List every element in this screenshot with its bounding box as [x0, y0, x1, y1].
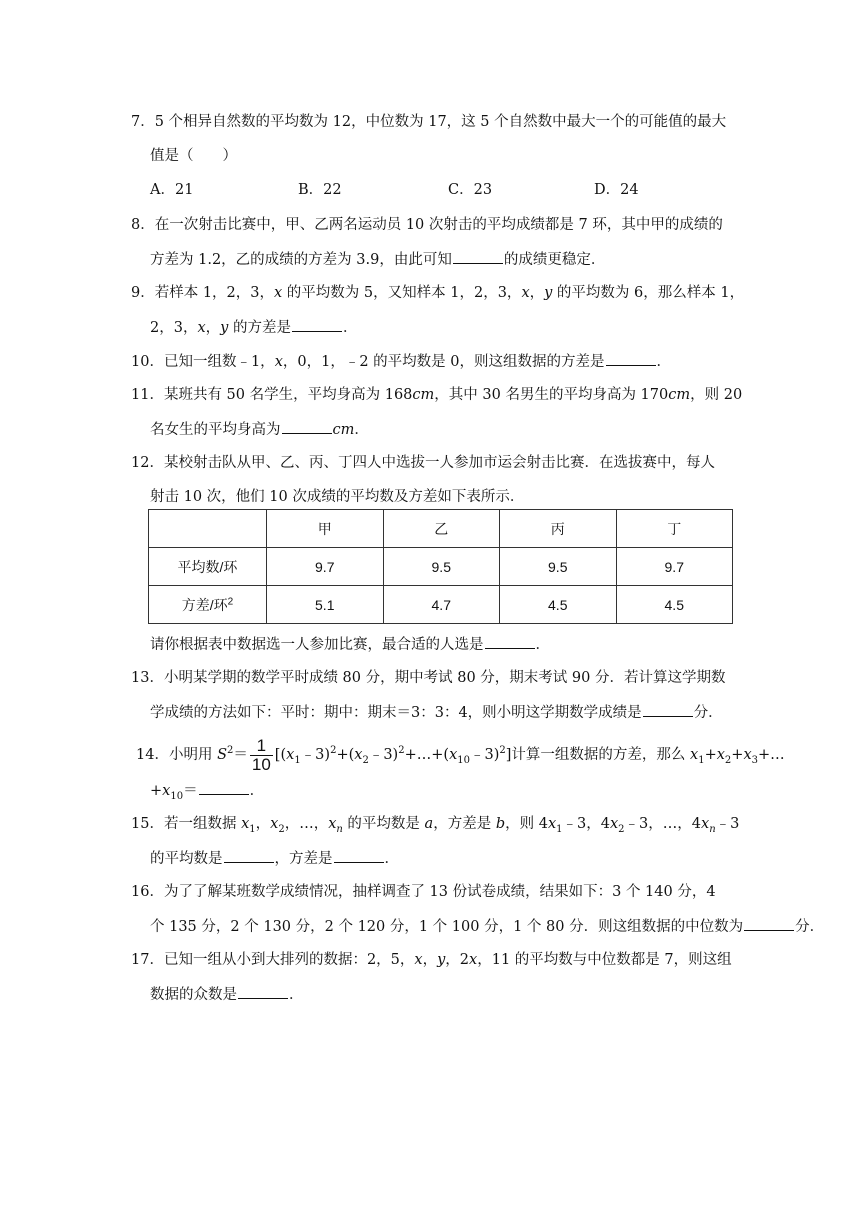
table-cell: 甲 — [267, 510, 384, 548]
answer-blank[interactable] — [643, 702, 693, 717]
q12-line1: 12．某校射击队从甲、乙、丙、丁四人中选拔一人参加市运会射击比赛．在选拔赛中，每人 — [131, 455, 715, 471]
q10-line: 10．已知一组数﹣1，x，0，1，﹣2 的平均数是 0，则这组数据的方差是 ． — [131, 351, 671, 372]
score-table — [148, 509, 733, 624]
q13-line1: 13．小明某学期的数学平时成绩 80 分，期中考试 80 分，期末考试 90 分．若计算这学期数 — [131, 670, 726, 686]
q7-option-b: B．22 — [298, 182, 342, 198]
q12-line2: 射击 10 次，他们 10 次成绩的平均数及方差如下表所示． — [150, 489, 525, 505]
q7-line1: 7．5 个相异自然数的平均数为 12，中位数为 17，这 5 个自然数中最大一个的可能值的最大 — [131, 114, 727, 130]
answer-blank[interactable] — [453, 249, 503, 264]
answer-blank[interactable] — [334, 848, 384, 863]
table-cell: 乙 — [383, 510, 500, 548]
fraction: $\frac{1}{10}$ — [251, 735, 271, 774]
table-row — [149, 586, 733, 624]
q9-line1: 9．若样本 1，2，3，x 的平均数为 5，又知样本 1，2，3，x，y 的平均数为 6，那么样本 1， — [131, 285, 745, 301]
table-cell: 9.7 — [267, 548, 384, 586]
q7-option-c: C．23 — [448, 182, 493, 198]
answer-blank[interactable] — [292, 317, 342, 332]
q15-line2: 的平均数是 ，方差是 ． — [150, 848, 399, 869]
q17-line2: 数据的众数是 ． — [150, 984, 304, 1005]
q17-line1: 17．已知一组从小到大排列的数据：2，5，x，y，2x，11 的平均数与中位数都是 7，则这组 — [131, 952, 732, 968]
q7-option-d: D．24 — [594, 182, 639, 198]
table-cell: 丙 — [500, 510, 617, 548]
answer-blank[interactable] — [282, 419, 332, 434]
table-cell: 4.5 — [616, 586, 733, 624]
q16-line1: 16．为了了解某班数学成绩情况，抽样调查了 13 份试卷成绩，结果如下：3 个 140 分，4 — [131, 884, 716, 900]
q9-line2: 2，3，x，y 的方差是 ． — [150, 317, 357, 338]
answer-blank[interactable] — [485, 634, 535, 649]
q14-line2: $+x_{10}=$ ． — [150, 780, 264, 801]
q7-option-a: A．21 — [150, 182, 194, 198]
answer-blank[interactable] — [224, 848, 274, 863]
answer-blank[interactable] — [606, 351, 656, 366]
q12-after: 请你根据表中数据选一人参加比赛，最合适的人选是 ． — [150, 634, 550, 655]
q7-line2: 值是（ ） — [150, 148, 237, 164]
table-cell: 平均数/环 — [149, 548, 267, 586]
q8-line2: 方差为 1.2，乙的成绩的方差为 3.9，由此可知 的成绩更稳定． — [150, 249, 605, 270]
answer-blank[interactable] — [238, 984, 288, 999]
answer-blank[interactable] — [199, 780, 249, 795]
table-cell: 丁 — [616, 510, 733, 548]
table-header-row — [149, 510, 733, 548]
q16-line2: 个 135 分，2 个 130 分，2 个 120 分，1 个 100 分，1 个 80 分．则这组数据的中位数为 分． — [150, 916, 824, 937]
table-row — [149, 548, 733, 586]
answer-blank[interactable] — [744, 916, 794, 931]
table-cell: 方差/环$^2$ — [149, 586, 267, 624]
q13-line2: 学成绩的方法如下：平时：期中：期末＝3：3：4，则小明这学期数学成绩是 分． — [150, 702, 723, 723]
q11-line2: 名女生的平均身高为 cm． — [150, 419, 369, 440]
q11-line1: 11．某班共有 50 名学生，平均身高为 168cm，其中 30 名男生的平均身高为 170cm，则 20 — [131, 387, 743, 403]
table-cell: 9.5 — [383, 548, 500, 586]
table-cell: 4.5 — [500, 586, 617, 624]
q15-line1: 15．若一组数据 $x_1$，$x_2$，…，$x_n$ 的平均数是 a，方差是 b，则 $4x_1﹣3$，$4x_2﹣3$，…，$4x_n﹣3$ — [131, 816, 740, 835]
table-cell: 9.7 — [616, 548, 733, 586]
table-cell: 9.5 — [500, 548, 617, 586]
table-cell: 4.7 — [383, 586, 500, 624]
q8-line1: 8．在一次射击比赛中，甲、乙两名运动员 10 次射击的平均成绩都是 7 环，其中甲的成绩的 — [131, 217, 723, 233]
table-cell: 5.1 — [267, 586, 384, 624]
table-cell — [149, 510, 267, 548]
q14-line1: 14．小明用 $S^2=$ $\frac{1}{10}$ $[(x_1﹣3)^2+(x_2﹣3)^2+\dots+(x_{10}﹣3)^2]$计算一组数据的方差，那么 $x_1+x_2+x_3+\dots$ — [136, 735, 785, 774]
